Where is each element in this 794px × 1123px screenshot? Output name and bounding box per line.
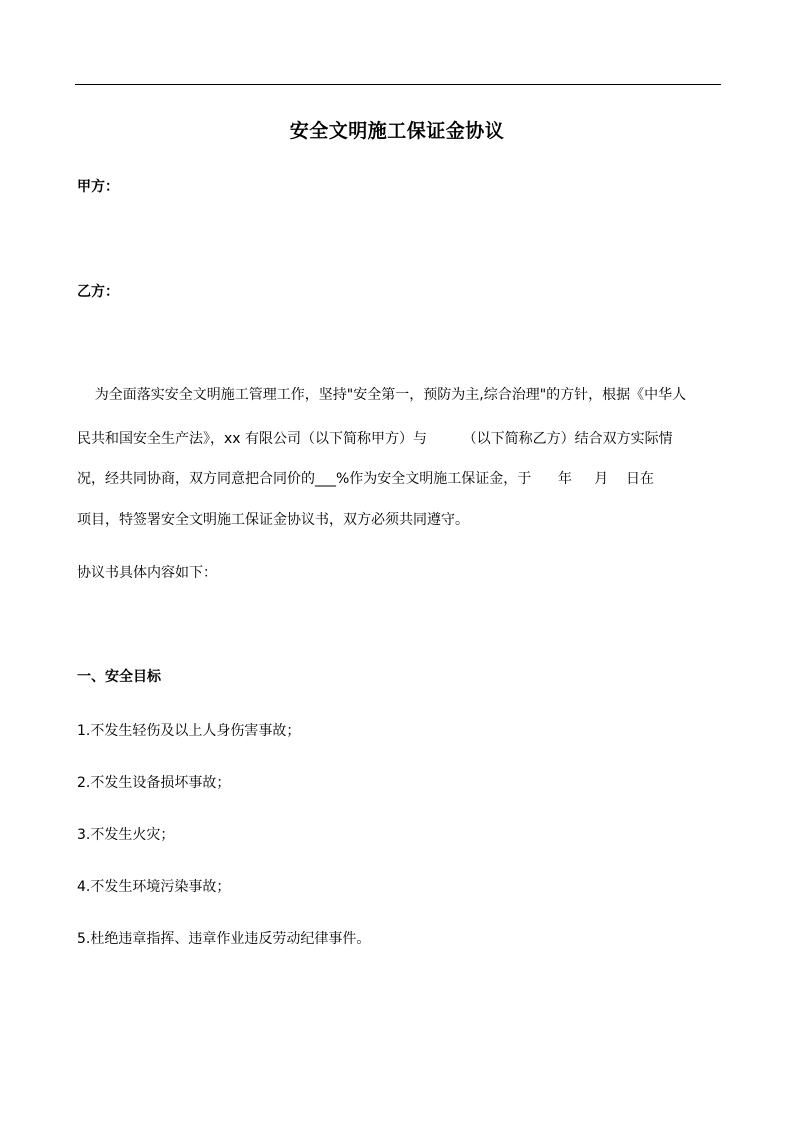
party-a-label: 甲方： (77, 179, 119, 195)
goal-item: 5.杜绝违章指挥、违章作业违反劳动纪律事件。 (77, 931, 371, 947)
party-b-label: 乙方： (77, 284, 119, 300)
document-title: 安全文明施工保证金协议 (289, 120, 505, 142)
section-heading: 一、安全目标 (77, 669, 161, 685)
goal-item: 3.不发生火灾； (77, 827, 175, 843)
contents-intro: 协议书具体内容如下： (77, 565, 217, 581)
goal-item: 2.不发生设备损坏事故； (77, 775, 231, 791)
intro-line: 为全面落实安全文明施工管理工作，坚持"安全第一，预防为主,综合治理"的方针，根据《中华人 (77, 387, 687, 403)
goal-item: 4.不发生环境污染事故； (77, 879, 231, 895)
intro-line: 况，经共同协商，双方同意把合同价的___%作为安全文明施工保证金，于 年 月 日在 (77, 471, 655, 487)
header-rule (75, 84, 721, 85)
goal-item: 1.不发生轻伤及以上人身伤害事故； (77, 723, 301, 739)
intro-line: 民共和国安全生产法》，xx 有限公司（以下简称甲方）与 （以下简称乙方）结合双方实际情 (77, 431, 673, 447)
intro-line: 项目，特签署安全文明施工保证金协议书，双方必须共同遵守。 (77, 512, 469, 528)
